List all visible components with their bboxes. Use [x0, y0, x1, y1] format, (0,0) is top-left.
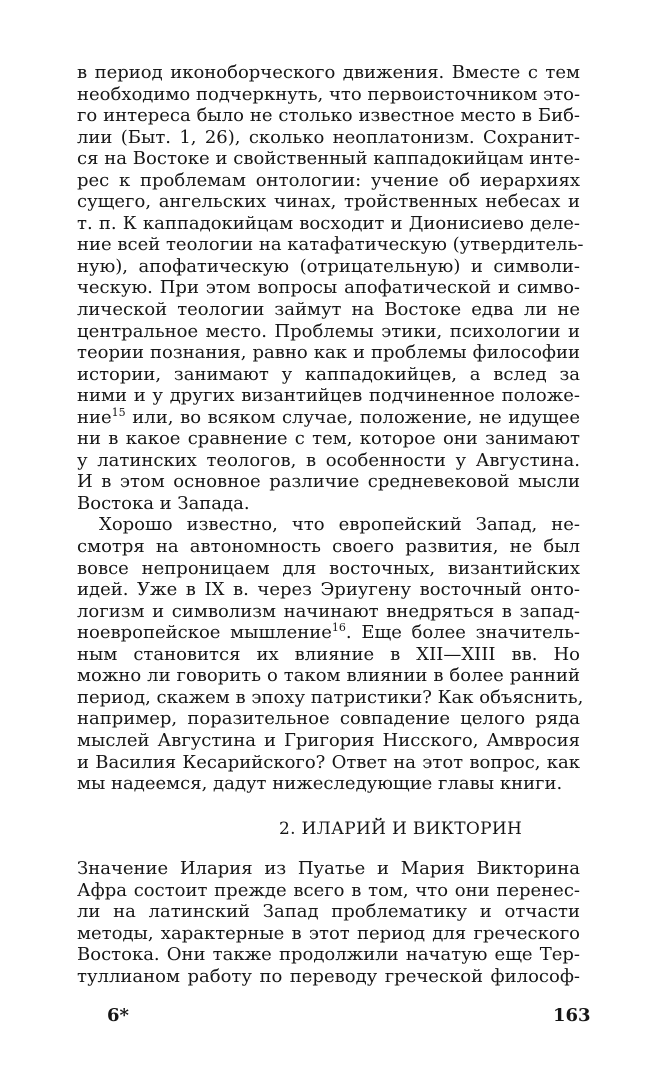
- page-number: 163: [553, 1005, 591, 1026]
- text-fragment: . Еще более значитель-: [345, 622, 580, 644]
- signature-mark: 6*: [107, 1005, 129, 1026]
- text-line: мыслей Августина и Григория Нисского, Амвросия: [77, 729, 580, 751]
- text-line: го интереса было не столько известное место в Биб-: [77, 105, 580, 127]
- text-line: Востока. Они также продолжили начатую еще Тер-: [77, 944, 580, 966]
- text-fragment: или, во всяком случае, положение, не идущее: [125, 406, 580, 428]
- text-line: лической теологии займут на Востоке едва ли не: [77, 299, 580, 321]
- text-line: необходимо подчеркнуть, что первоисточником это-: [77, 83, 581, 105]
- text-line: теории познания, равно как и проблемы философии: [77, 342, 580, 364]
- text-line: ние всей теологии на катафатическую (утвердитель-: [77, 234, 584, 256]
- text-line: ческую. При этом вопросы апофатической и симво-: [77, 277, 580, 299]
- text-line: и Василия Кесарийского? Ответ на этот вопрос, как: [77, 751, 580, 773]
- text-line: ни в какое сравнение с тем, которое они занимают: [77, 428, 580, 450]
- text-line: период, скажем в эпоху патристики? Как объяснить,: [77, 686, 584, 708]
- text-line: можно ли говорить о таком влиянии в более ранний: [77, 665, 580, 687]
- text-line: у латинских теологов, в особенности у Августина.: [77, 449, 580, 471]
- text-line: туллианом работу по переводу греческой философ-: [77, 965, 580, 987]
- text-line: идей. Уже в IX в. через Эриугену восточный онто-: [77, 579, 580, 601]
- text-line: вовсе непроницаем для восточных, византийских: [77, 557, 580, 579]
- text-line: И в этом основное различие средневековой мысли: [77, 471, 580, 493]
- text-line: смотря на автономность своего развития, не был: [77, 536, 580, 558]
- text-line: методы, характерные в этот период для греческого: [77, 922, 580, 944]
- footnote-ref-15[interactable]: 15: [111, 405, 126, 419]
- text-line: логизм и символизм начинают внедряться в запад-: [77, 600, 580, 622]
- text-fragment: ние: [77, 406, 112, 428]
- text-line: ную), апофатическую (отрицательную) и символи-: [77, 255, 580, 277]
- text-line: сущего, ангельских чинах, тройственных небесах и: [77, 191, 580, 213]
- text-line: истории, занимают у каппадокийцев, а вслед за: [77, 363, 580, 385]
- text-line: ся на Востоке и свойственный каппадокийцам инте-: [77, 148, 580, 170]
- text-line: ними и у других византийцев подчиненное положе-: [77, 385, 580, 407]
- main-text: [77, 62, 584, 795]
- text-line: ли на латинский Запад проблематику и отчасти: [77, 901, 580, 923]
- text-line: Востока и Запада.: [77, 492, 250, 514]
- footnote-ref-16[interactable]: 16: [331, 621, 346, 635]
- text-line: лии (Быт. 1, 26), сколько неоплатонизм. Сохранит-: [77, 126, 580, 148]
- text-line: Афра состоит прежде всего в том, что они перенес-: [77, 879, 580, 901]
- text-line: [77, 407, 580, 429]
- text-line: рес к проблемам онтологии: учение об иерархиях: [77, 169, 580, 191]
- text-line: центральное место. Проблемы этики, психологии и: [77, 320, 580, 342]
- text-line: Значение Илария из Пуатье и Мария Викторина: [77, 858, 580, 879]
- paragraph-1: [77, 62, 584, 514]
- text-line: в период иконоборческого движения. Вместе с тем: [77, 62, 580, 83]
- paragraph-2: [77, 514, 584, 795]
- text-fragment: ноевропейское мышление: [77, 622, 332, 644]
- text-line: мы надеемся, дадут нижеследующие главы книги.: [77, 773, 563, 795]
- text-line: ным становится их влияние в XII—XIII вв. Но: [77, 643, 580, 665]
- text-line: Хорошо известно, что европейский Запад, не-: [99, 514, 580, 536]
- text-line: например, поразительное совпадение целого ряда: [77, 708, 580, 730]
- paragraph-3: [77, 858, 580, 987]
- text-line: [77, 622, 580, 644]
- section-heading: 2. ИЛАРИЙ И ВИКТОРИН: [279, 819, 523, 839]
- text-line: т. п. К каппадокийцам восходит и Дионисиево деле-: [77, 212, 580, 234]
